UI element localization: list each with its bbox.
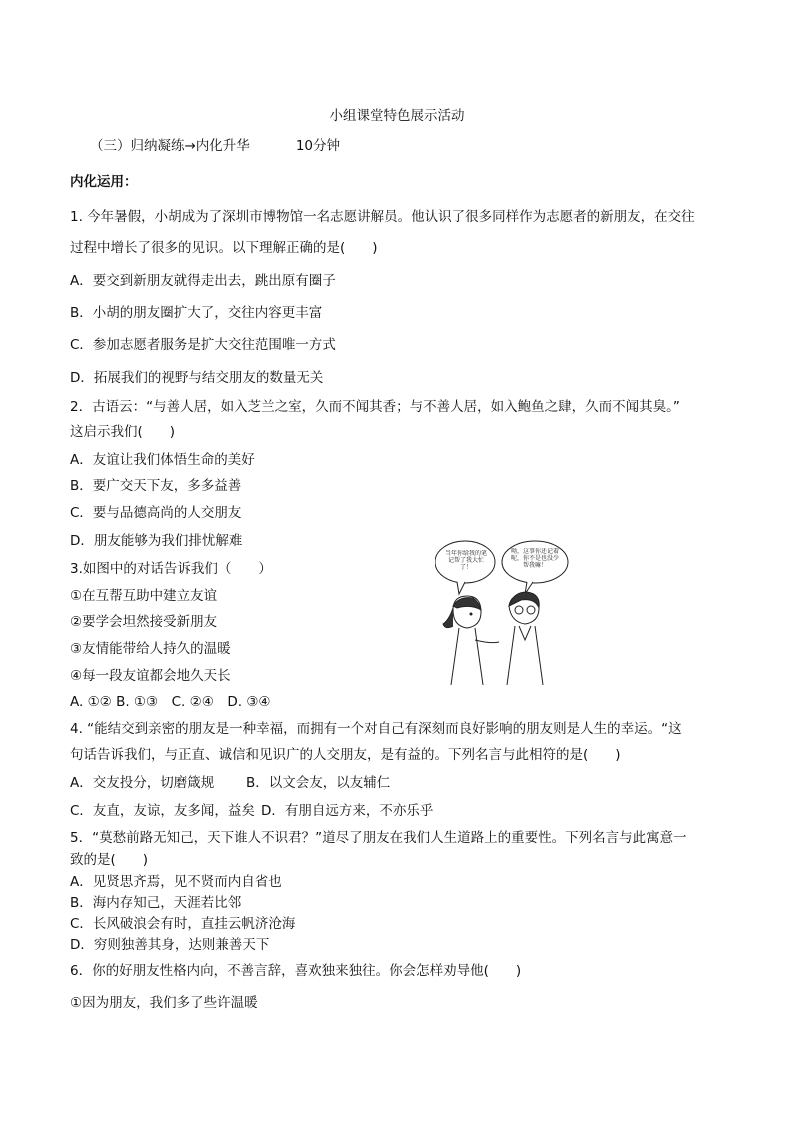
q5-option-b: B．海内存知己，天涯若比邻 (70, 895, 242, 911)
q3-options: A. ①② B. ①③ C. ②④ D. ③④ (70, 694, 271, 710)
q3-item-1: ①在互帮互助中建立友谊 (70, 588, 218, 604)
q4-option-d: D．有朋自远方来，不亦乐乎 (261, 803, 434, 819)
q2-option-c: C．要与品德高尚的人交朋友 (70, 505, 242, 521)
q1-option-c: C．参加志愿者服务是扩大交往范围唯一方式 (70, 337, 336, 353)
q6-stem: 6．你的好朋友性格内向，不善言辞，喜欢独来独往。你会怎样劝导他( ) (70, 963, 522, 979)
q1-option-d: D．拓展我们的视野与结交朋友的数量无关 (70, 370, 324, 386)
dialogue-illustration (435, 540, 570, 685)
section-label: （三）归纳凝练→内化升华 (90, 138, 250, 154)
girl-figure (443, 596, 499, 685)
q4-option-b: B．以文会友，以友辅仁 (246, 775, 391, 791)
q4-stem-line2: 句话告诉我们，与正直、诚信和见识广的人交朋友，是有益的。下列名言与此相符的是( ) (70, 747, 621, 763)
q4-stem-line1: 4. “能结交到亲密的朋友是一种幸福，而拥有一个对自己有深刻而良好影响的朋友则是人生的幸运。“这 (70, 721, 682, 737)
q5-option-a: A．见贤思齐焉，见不贤而内自省也 (70, 874, 282, 890)
q4-option-a: A．交友投分，切磨箴规 (70, 775, 215, 791)
bubble-left-text: 当年你给我的笔记帮了我大忙了！ (444, 550, 487, 571)
q2-option-b: B．要广交天下友，多多益善 (70, 478, 242, 494)
q2-option-d: D．朋友能够为我们排忧解难 (70, 533, 243, 549)
q5-stem-line2: 致的是( ) (70, 852, 149, 868)
q1-stem-line2: 过程中增长了很多的见识。以下理解正确的是( ) (70, 240, 378, 256)
q6-item-1: ①因为朋友，我们多了些许温暖 (70, 995, 258, 1011)
q3-stem: 3.如图中的对话告诉我们（ ） (70, 561, 272, 577)
heading: 内化运用： (70, 174, 138, 190)
q5-option-c: C．长风破浪会有时，直挂云帆济沧海 (70, 916, 296, 932)
q1-stem-line1: 1. 今年暑假，小胡成为了深圳市博物馆一名志愿讲解员。他认识了很多同样作为志愿者的新朋友，在交往 (70, 209, 695, 225)
bubble-right-text: 呦，这事你还记着呢，你不是也没少帮我嘛！ (510, 548, 559, 569)
q3-item-2: ②要学会坦然接受新朋友 (70, 614, 218, 630)
q1-option-a: A．要交到新朋友就得走出去，跳出原有圈子 (70, 273, 336, 289)
q3-item-3: ③友情能带给人持久的温暖 (70, 641, 231, 657)
page-title: 小组课堂特色展示活动 (329, 108, 465, 124)
q2-stem-line2: 这启示我们( ) (70, 424, 176, 440)
q5-stem-line1: 5．“莫愁前路无知己，天下谁人不识君？”道尽了朋友在我们人生道路上的重要性。下列名言与此寓意一 (70, 830, 687, 846)
q2-stem-line1: 2．古语云：“与善人居，如入芝兰之室，久而不闻其香；与不善人居，如入鲍鱼之肆，久而不闻其臭。” (70, 399, 680, 415)
q2-option-a: A．友谊让我们体悟生命的美好 (70, 452, 255, 468)
boy-figure (507, 592, 543, 685)
q3-item-4: ④每一段友谊都会地久天长 (70, 668, 231, 684)
q5-option-d: D．穷则独善其身，达则兼善天下 (70, 937, 270, 953)
section-time: 10分钟 (295, 138, 340, 154)
section-heading (90, 134, 340, 154)
q4-option-c: C．友直，友谅，友多闻，益矣 (70, 803, 255, 819)
q1-option-b: B．小胡的朋友圈扩大了，交往内容更丰富 (70, 305, 323, 321)
